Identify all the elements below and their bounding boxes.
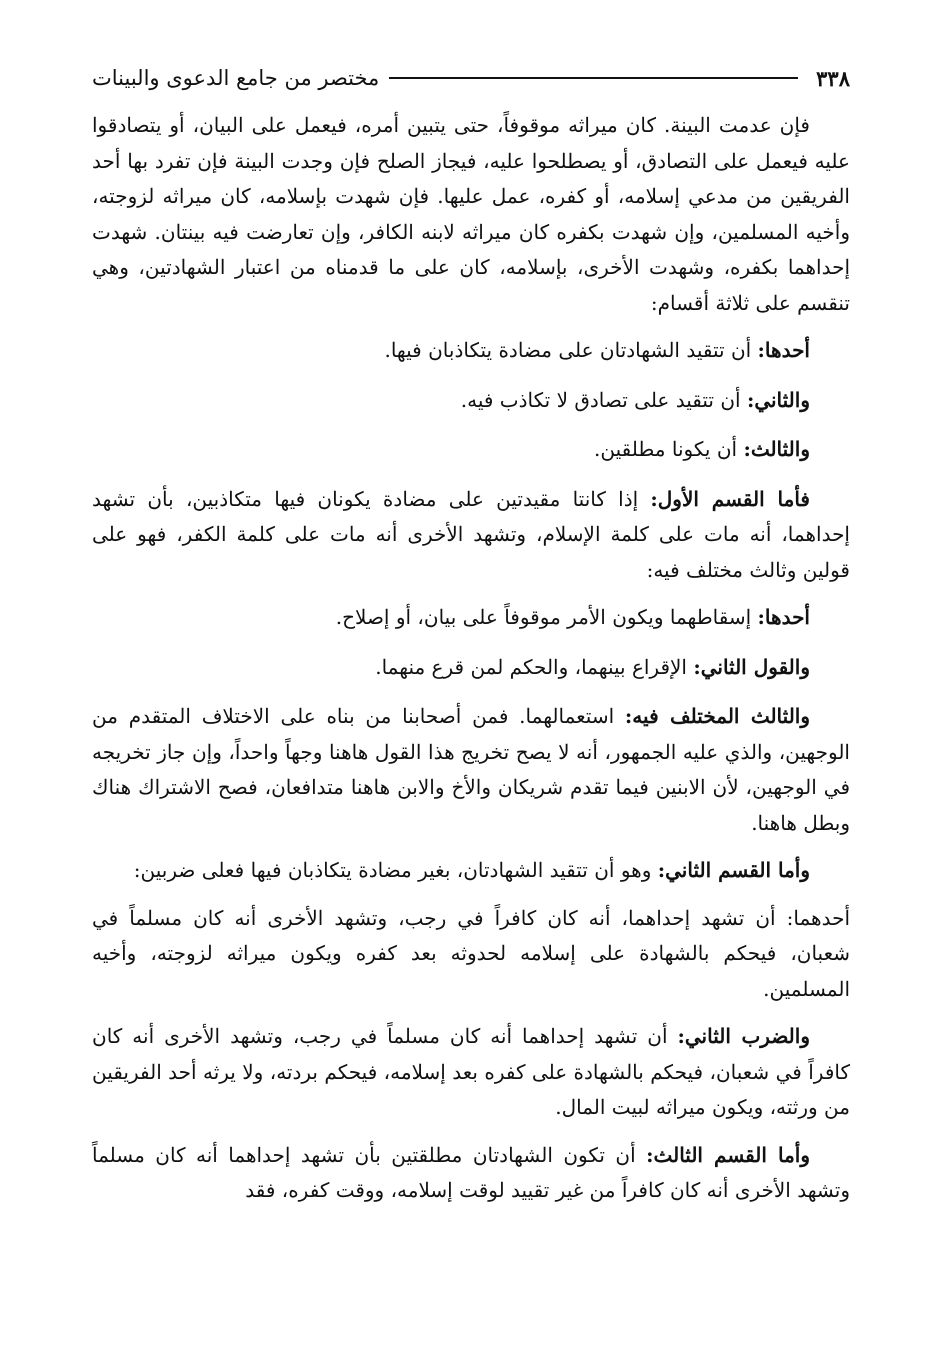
paragraph-text: أن تتقيد الشهادتان على مضادة يتكاذبان فيها.	[384, 338, 758, 362]
page-header	[92, 58, 850, 98]
paragraph-text: أن يكونا مطلقين.	[594, 437, 744, 461]
paragraph	[92, 600, 850, 636]
paragraph-label: والضرب الثاني:	[677, 1024, 810, 1048]
paragraph-text: أن تكون الشهادتان مطلقتين بأن تشهد إحداهما أنه كان مسلماً وتشهد الأخرى أنه كان كافراً من غير تقييد لوقت إسلامه، ووقت كفره، فقد	[92, 1142, 850, 1202]
page-number: ٣٣٨	[816, 65, 850, 91]
paragraph-label: وأما القسم الثاني:	[657, 858, 810, 882]
paragraph	[92, 1019, 850, 1126]
paragraph-label: وأما القسم الثالث:	[646, 1142, 810, 1167]
paragraph-label: أحدها:	[757, 338, 810, 362]
paragraph	[92, 333, 850, 369]
paragraph	[92, 108, 850, 321]
paragraph	[92, 1138, 850, 1209]
paragraph-text: إسقاطهما ويكون الأمر موقوفاً على بيان، أو إصلاح.	[335, 605, 758, 629]
paragraph	[92, 699, 850, 841]
paragraph-text: وهو أن تتقيد الشهادتان، بغير مضادة يتكاذبان فيها فعلى ضربين:	[133, 858, 658, 882]
paragraph-text: الإقراع بينهما، والحكم لمن قرع منهما.	[375, 654, 694, 679]
paragraph-text: إذا كانتا مقيدتين على مضادة يكونان فيها متكاذبين، بأن تشهد إحداهما، أنه مات على كلمة الإسلام، وتشهد الأخرى أنه مات على كلمة الكفر، فهو على قولين وثالث مختلف فيه:	[92, 486, 850, 582]
paragraph-label: والثالث المختلف فيه:	[624, 704, 810, 728]
paragraph	[92, 482, 850, 589]
paragraph-text: أن تشهد إحداهما أنه كان مسلماً في رجب، وتشهد الأخرى أنه كان كافراً في شعبان، فيحكم بالشهادة على كفره بعد إسلامه، فيحكم بردته، ولا يرثه أحد الفريقين من ورثته، ويكون ميراثه لبيت المال.	[92, 1024, 850, 1119]
paragraph-text: استعمالهما. فمن أصحابنا من بناه على الاختلاف المتقدم من الوجهين، والذي عليه الجمهور، أنه لا يصح تخريج هذا القول هاهنا وجهاً واحداً، وإن جاز تخريجه في الوجهين، لأن الابنين فيما تقدم شريكان والأخ والابن هاهنا متدافعان، فصح الاشتراك هناك وبطل هاهنا.	[92, 704, 850, 835]
paragraph	[92, 650, 850, 686]
paragraph-text: أن تتقيد على تصادق لا تكاذب فيه.	[460, 387, 747, 412]
paragraph	[92, 432, 850, 468]
paragraph	[92, 901, 850, 1008]
paragraph	[92, 383, 850, 419]
paragraph-label: والثالث:	[743, 437, 810, 461]
paragraph-text: أحدهما: أن تشهد إحداهما، أنه كان كافراً في رجب، وتشهد الأخرى أنه كان مسلماً في شعبان، فيحكم بالشهادة على إسلامه لحدوثه بعد كفره ويكون ميراثه لزوجته، وأخيه المسلمين.	[92, 905, 850, 1001]
paragraph-label: والثاني:	[746, 387, 810, 412]
running-title: مختصر من جامع الدعوى والبينات	[92, 66, 380, 90]
paragraph-label: والقول الثاني:	[693, 654, 810, 679]
paragraph-label: فأما القسم الأول:	[650, 486, 810, 511]
paragraph-label: أحدها:	[757, 605, 810, 629]
body-text	[92, 108, 850, 1221]
header-rule	[389, 77, 798, 79]
paragraph	[92, 853, 850, 889]
paragraph-text: فإن عدمت البينة. كان ميراثه موقوفاً، حتى يتبين أمره، فيعمل على البيان، أو يتصادقوا عليه فيعمل على التصادق، أو يصطلحوا عليه، فيجاز الصلح فإن وجدت البينة فإن تفرد بها أحد الفريقين من مدعي إسلامه، أو كفره، عمل عليها. فإن شهدت بإسلامه، كان ميراثه لزوجته، وأخيه المسلمين، وإن شهدت بكفره كان ميراثه لابنه الكافر، وإن تعارضت فيه بينتان. شهدت إحداهما بكفره، وشهدت الأخرى، بإسلامه، كان على ما قدمناه من اعتبار الشهادتين، وهي تنقسم على ثلاثة أقسام:	[92, 113, 850, 315]
